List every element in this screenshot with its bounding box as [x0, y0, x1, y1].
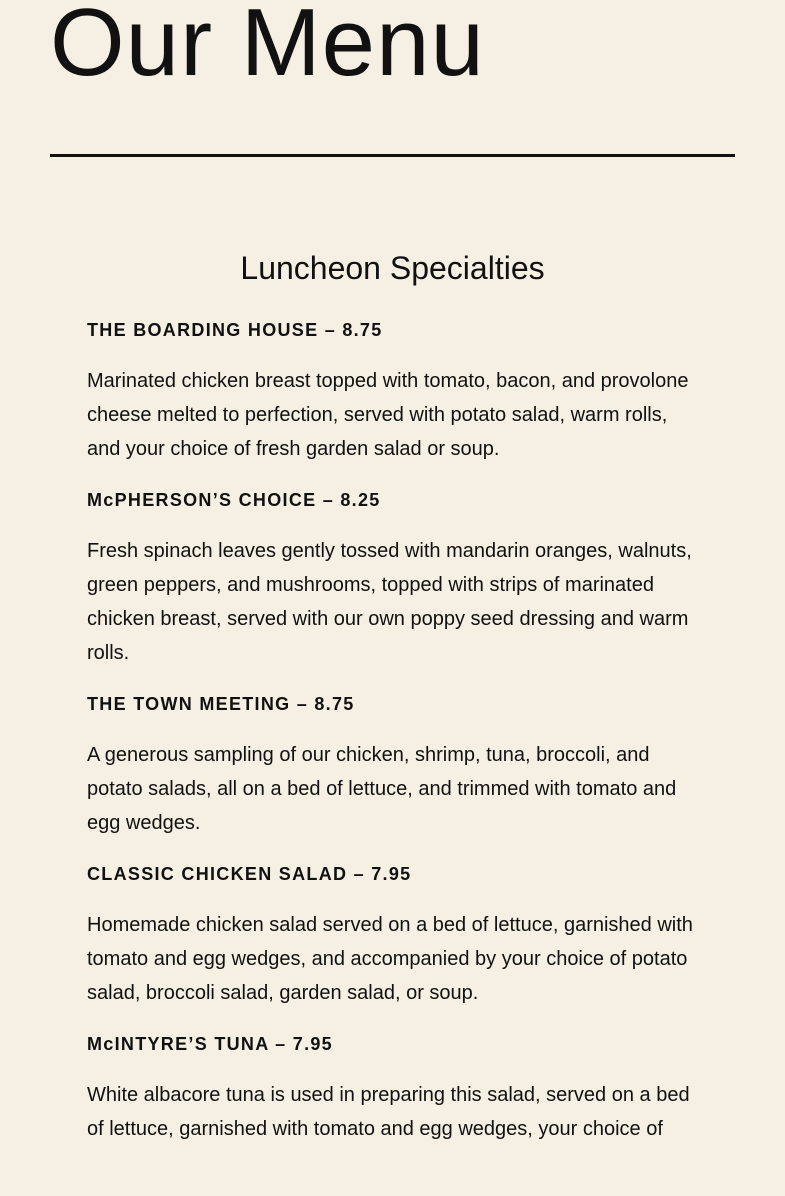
title-divider — [50, 154, 735, 157]
menu-item — [87, 860, 702, 1010]
menu-item-name: McINTYRE’S TUNA – 7.95 — [87, 1034, 333, 1054]
menu-list — [87, 316, 702, 1166]
menu-item — [87, 486, 702, 670]
menu-item-description: White albacore tuna is used in preparing this salad, served on a bed of lettuce, garnished with tomato and egg wedges, your choice of — [87, 1084, 690, 1140]
menu-item-description: Homemade chicken salad served on a bed of lettuce, garnished with tomato and egg wedges, and accompanied by your choice of potato salad, broccoli salad, garden salad, or soup. — [87, 914, 693, 1004]
menu-item-description: A generous sampling of our chicken, shrimp, tuna, broccoli, and potato salads, all on a bed of lettuce, and trimmed with tomato and egg wedges. — [87, 744, 677, 834]
menu-item — [87, 1030, 702, 1146]
menu-item — [87, 316, 702, 466]
menu-item-description: Fresh spinach leaves gently tossed with mandarin oranges, walnuts, green peppers, and mushrooms, topped with strips of marinated chicken breast, served with our own poppy seed dressing and warm rolls. — [87, 540, 692, 664]
section-heading: Luncheon Specialties — [240, 250, 545, 286]
menu-item — [87, 690, 702, 840]
page-title: Our Menu — [50, 0, 485, 96]
menu-item-name: THE BOARDING HOUSE – 8.75 — [87, 320, 383, 340]
menu-item-description: Marinated chicken breast topped with tomato, bacon, and provolone cheese melted to perfection, served with potato salad, warm rolls, and your choice of fresh garden salad or soup. — [87, 370, 689, 460]
menu-item-name: McPHERSON’S CHOICE – 8.25 — [87, 490, 381, 510]
menu-item-name: CLASSIC CHICKEN SALAD – 7.95 — [87, 864, 412, 884]
menu-item-name: THE TOWN MEETING – 8.75 — [87, 694, 355, 714]
